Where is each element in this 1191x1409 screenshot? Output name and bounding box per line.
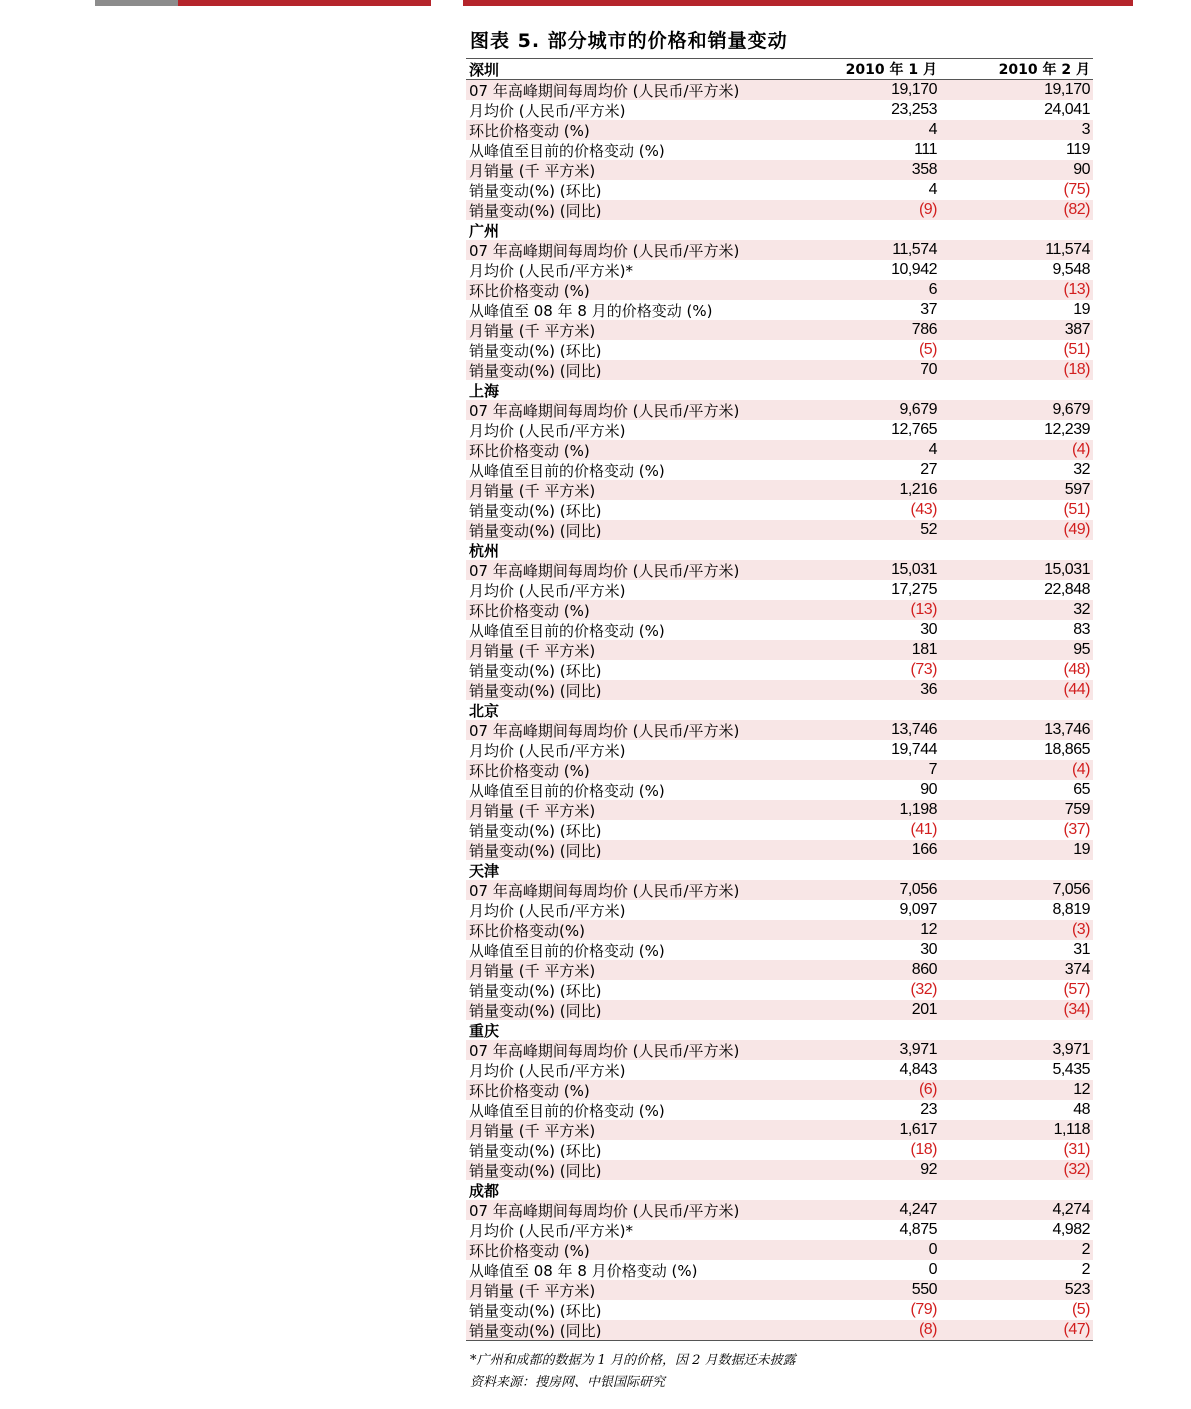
- row-label: 从峰值至 08 年 8 月的价格变动 (%): [469, 301, 713, 320]
- row-label: 月销量 (千 平方米): [469, 641, 596, 660]
- row-label: 月销量 (千 平方米): [469, 321, 596, 340]
- table-row: [466, 1300, 1093, 1320]
- value-2010-feb: 32: [1073, 461, 1090, 478]
- table-row: [466, 940, 1093, 960]
- value-2010-jan: 23,253: [891, 101, 937, 118]
- table-row: [466, 100, 1093, 120]
- table-row: [466, 1260, 1093, 1280]
- table-header-row: [466, 59, 1093, 80]
- value-2010-jan: 19,744: [891, 741, 937, 758]
- source-note: 资料来源：搜房网、中银国际研究: [470, 1375, 666, 1390]
- table-row: [466, 180, 1093, 200]
- value-2010-jan: 37: [920, 301, 937, 318]
- table-row: [466, 140, 1093, 160]
- value-2010-jan: 4,875: [899, 1221, 937, 1238]
- city-name: 天津: [469, 861, 500, 880]
- value-2010-feb: (47): [1063, 1321, 1090, 1338]
- value-2010-feb: 19: [1073, 841, 1090, 858]
- row-label: 月均价 (人民币/平方米)*: [469, 261, 634, 280]
- row-label: 销量变动(%) (环比): [469, 821, 602, 840]
- row-label: 销量变动(%) (同比): [469, 841, 602, 860]
- value-2010-feb: 374: [1064, 961, 1090, 978]
- row-label: 月均价 (人民币/平方米): [469, 741, 626, 760]
- table-row: [466, 580, 1093, 600]
- header-bar-red-right: [463, 0, 1133, 6]
- row-label: 月销量 (千 平方米): [469, 1121, 596, 1140]
- city-name: 杭州: [469, 541, 500, 560]
- value-2010-jan: 4: [928, 121, 937, 138]
- row-label: 销量变动(%) (环比): [469, 1141, 602, 1160]
- value-2010-jan: 13,746: [891, 721, 937, 738]
- city-header-row: [466, 1020, 1093, 1040]
- table-row: [466, 480, 1093, 500]
- city-name: 重庆: [469, 1021, 500, 1040]
- value-2010-feb: 2: [1081, 1241, 1090, 1258]
- value-2010-feb: 9,679: [1052, 401, 1090, 418]
- city-header-row: [466, 220, 1093, 240]
- value-2010-jan: 0: [928, 1241, 937, 1258]
- table-row: [466, 1280, 1093, 1300]
- table-row: [466, 300, 1093, 320]
- value-2010-jan: 70: [920, 361, 937, 378]
- value-2010-jan: 7: [928, 761, 937, 778]
- table-row: [466, 800, 1093, 820]
- row-label: 销量变动(%) (同比): [469, 201, 602, 220]
- table-row: [466, 360, 1093, 380]
- price-volume-table: [466, 58, 1093, 1341]
- value-2010-feb: 4,982: [1052, 1221, 1090, 1238]
- table-row: [466, 1100, 1093, 1120]
- row-label: 销量变动(%) (环比): [469, 341, 602, 360]
- table-row: [466, 280, 1093, 300]
- value-2010-feb: 4,274: [1052, 1201, 1090, 1218]
- table-row: [466, 340, 1093, 360]
- value-2010-jan: (79): [910, 1301, 937, 1318]
- value-2010-feb: (18): [1063, 361, 1090, 378]
- value-2010-jan: (32): [910, 981, 937, 998]
- row-label: 环比价格变动 (%): [469, 121, 590, 140]
- value-2010-jan: 12: [920, 921, 937, 938]
- value-2010-feb: 3: [1081, 121, 1090, 138]
- value-2010-jan: 10,942: [891, 261, 937, 278]
- value-2010-jan: (43): [910, 501, 937, 518]
- value-2010-jan: 17,275: [891, 581, 937, 598]
- row-label: 07 年高峰期间每周均价 (人民币/平方米): [469, 1201, 740, 1220]
- value-2010-feb: (49): [1063, 521, 1090, 538]
- row-label: 销量变动(%) (同比): [469, 521, 602, 540]
- table-row: [466, 460, 1093, 480]
- column-header: 2010 年 1 月: [845, 62, 937, 78]
- value-2010-feb: 19,170: [1044, 81, 1090, 98]
- value-2010-jan: 92: [920, 1161, 937, 1178]
- value-2010-feb: (37): [1063, 821, 1090, 838]
- value-2010-feb: 31: [1073, 941, 1090, 958]
- value-2010-jan: 11,574: [892, 241, 937, 258]
- value-2010-jan: 30: [920, 621, 937, 638]
- table-row: [466, 660, 1093, 680]
- value-2010-jan: (73): [910, 661, 937, 678]
- row-label: 07 年高峰期间每周均价 (人民币/平方米): [469, 81, 740, 100]
- row-label: 从峰值至目前的价格变动 (%): [469, 781, 665, 800]
- table-row: [466, 1120, 1093, 1140]
- value-2010-feb: 12,239: [1044, 421, 1090, 438]
- table-row: [466, 1240, 1093, 1260]
- value-2010-jan: (13): [910, 601, 937, 618]
- value-2010-jan: (9): [918, 201, 937, 218]
- table-row: [466, 420, 1093, 440]
- value-2010-jan: 4: [928, 181, 937, 198]
- figure-title: 图表 5. 部分城市的价格和销量变动: [470, 30, 788, 52]
- footnote: *广州和成都的数据为 1 月的价格，因 2 月数据还未披露: [470, 1353, 796, 1368]
- row-label: 销量变动(%) (同比): [469, 681, 602, 700]
- value-2010-feb: 32: [1073, 601, 1090, 618]
- row-label: 从峰值至目前的价格变动 (%): [469, 141, 665, 160]
- value-2010-jan: 358: [911, 161, 937, 178]
- value-2010-jan: 23: [920, 1101, 937, 1118]
- city-header-row: [466, 540, 1093, 560]
- city-name: 广州: [469, 221, 500, 240]
- value-2010-feb: (34): [1063, 1001, 1090, 1018]
- value-2010-feb: (13): [1063, 281, 1090, 298]
- city-name: 深圳: [469, 60, 500, 79]
- value-2010-jan: 6: [928, 281, 937, 298]
- value-2010-feb: 1,118: [1053, 1121, 1090, 1138]
- value-2010-feb: 95: [1073, 641, 1090, 658]
- table-row: [466, 500, 1093, 520]
- table-row: [466, 200, 1093, 220]
- table-row: [466, 320, 1093, 340]
- row-label: 07 年高峰期间每周均价 (人民币/平方米): [469, 721, 740, 740]
- value-2010-feb: 12: [1073, 1081, 1090, 1098]
- value-2010-feb: (4): [1071, 441, 1090, 458]
- city-header-row: [466, 1180, 1093, 1200]
- row-label: 环比价格变动 (%): [469, 1241, 590, 1260]
- row-label: 从峰值至目前的价格变动 (%): [469, 1101, 665, 1120]
- row-label: 月销量 (千 平方米): [469, 961, 596, 980]
- row-label: 月均价 (人民币/平方米): [469, 101, 626, 120]
- value-2010-feb: 11,574: [1045, 241, 1090, 258]
- table-row: [466, 1220, 1093, 1240]
- row-label: 销量变动(%) (环比): [469, 1301, 602, 1320]
- row-label: 环比价格变动 (%): [469, 761, 590, 780]
- value-2010-jan: 4,843: [899, 1061, 937, 1078]
- value-2010-jan: 1,198: [899, 801, 937, 818]
- value-2010-jan: (5): [918, 341, 937, 358]
- table-row: [466, 260, 1093, 280]
- row-label: 从峰值至目前的价格变动 (%): [469, 461, 665, 480]
- city-header-row: [466, 860, 1093, 880]
- table-row: [466, 620, 1093, 640]
- row-label: 月均价 (人民币/平方米)*: [469, 1221, 634, 1240]
- row-label: 销量变动(%) (环比): [469, 501, 602, 520]
- row-label: 销量变动(%) (环比): [469, 981, 602, 1000]
- value-2010-jan: 1,617: [899, 1121, 937, 1138]
- table-row: [466, 1060, 1093, 1080]
- value-2010-feb: 19: [1073, 301, 1090, 318]
- city-name: 北京: [469, 701, 500, 720]
- column-header: 2010 年 2 月: [998, 62, 1090, 78]
- value-2010-feb: 48: [1073, 1101, 1090, 1118]
- value-2010-jan: 1,216: [899, 481, 937, 498]
- value-2010-jan: 166: [911, 841, 937, 858]
- value-2010-feb: 22,848: [1044, 581, 1090, 598]
- row-label: 07 年高峰期间每周均价 (人民币/平方米): [469, 1041, 740, 1060]
- table-row: [466, 1080, 1093, 1100]
- value-2010-jan: 3,971: [899, 1041, 937, 1058]
- row-label: 07 年高峰期间每周均价 (人民币/平方米): [469, 241, 740, 260]
- row-label: 月均价 (人民币/平方米): [469, 581, 626, 600]
- value-2010-feb: (51): [1063, 501, 1090, 518]
- value-2010-jan: (41): [910, 821, 937, 838]
- city-name: 上海: [469, 381, 500, 400]
- value-2010-feb: 13,746: [1044, 721, 1090, 738]
- table-row: [466, 1320, 1093, 1340]
- row-label: 环比价格变动 (%): [469, 601, 590, 620]
- row-label: 环比价格变动(%): [469, 921, 585, 940]
- row-label: 环比价格变动 (%): [469, 441, 590, 460]
- value-2010-jan: (6): [918, 1081, 937, 1098]
- city-header-row: [466, 380, 1093, 400]
- value-2010-feb: (82): [1063, 201, 1090, 218]
- value-2010-jan: 30: [920, 941, 937, 958]
- table-row: [466, 680, 1093, 700]
- row-label: 月均价 (人民币/平方米): [469, 421, 626, 440]
- value-2010-jan: 15,031: [891, 561, 937, 578]
- table-row: [466, 440, 1093, 460]
- header-bar-gray: [95, 0, 178, 6]
- value-2010-feb: 119: [1065, 141, 1090, 158]
- row-label: 销量变动(%) (同比): [469, 361, 602, 380]
- value-2010-feb: 597: [1064, 481, 1090, 498]
- row-label: 销量变动(%) (环比): [469, 181, 602, 200]
- row-label: 月销量 (千 平方米): [469, 1281, 596, 1300]
- table-row: [466, 1160, 1093, 1180]
- table-row: [466, 820, 1093, 840]
- value-2010-feb: (4): [1071, 761, 1090, 778]
- table-row: [466, 80, 1093, 100]
- value-2010-feb: 9,548: [1052, 261, 1090, 278]
- table-row: [466, 400, 1093, 420]
- table-row: [466, 600, 1093, 620]
- row-label: 从峰值至目前的价格变动 (%): [469, 621, 665, 640]
- value-2010-feb: (57): [1063, 981, 1090, 998]
- table-row: [466, 840, 1093, 860]
- value-2010-feb: 24,041: [1044, 101, 1090, 118]
- value-2010-feb: (48): [1063, 661, 1090, 678]
- table-row: [466, 880, 1093, 900]
- table-row: [466, 1140, 1093, 1160]
- value-2010-feb: 759: [1064, 801, 1090, 818]
- row-label: 07 年高峰期间每周均价 (人民币/平方米): [469, 881, 740, 900]
- value-2010-jan: 550: [911, 1281, 937, 1298]
- value-2010-jan: 181: [911, 641, 937, 658]
- value-2010-jan: 4: [928, 441, 937, 458]
- value-2010-jan: 12,765: [891, 421, 937, 438]
- value-2010-jan: 111: [914, 141, 937, 158]
- value-2010-feb: 90: [1073, 161, 1090, 178]
- value-2010-feb: (75): [1063, 181, 1090, 198]
- table-row: [466, 1000, 1093, 1020]
- value-2010-feb: 15,031: [1044, 561, 1090, 578]
- value-2010-feb: (31): [1063, 1141, 1090, 1158]
- table-row: [466, 640, 1093, 660]
- value-2010-feb: 7,056: [1052, 881, 1090, 898]
- header-bar-red-left: [178, 0, 431, 6]
- value-2010-jan: 860: [911, 961, 937, 978]
- row-label: 月均价 (人民币/平方米): [469, 1061, 626, 1080]
- value-2010-jan: (18): [910, 1141, 937, 1158]
- city-name: 成都: [469, 1181, 500, 1200]
- table-row: [466, 560, 1093, 580]
- value-2010-jan: 9,679: [899, 401, 937, 418]
- value-2010-feb: 18,865: [1044, 741, 1090, 758]
- table-row: [466, 740, 1093, 760]
- value-2010-feb: 8,819: [1052, 901, 1090, 918]
- value-2010-jan: 7,056: [899, 881, 937, 898]
- value-2010-feb: 2: [1081, 1261, 1090, 1278]
- table-row: [466, 760, 1093, 780]
- row-label: 月均价 (人民币/平方米): [469, 901, 626, 920]
- table-row: [466, 900, 1093, 920]
- value-2010-jan: 0: [928, 1261, 937, 1278]
- row-label: 销量变动(%) (同比): [469, 1161, 602, 1180]
- value-2010-jan: 90: [920, 781, 937, 798]
- value-2010-jan: (8): [918, 1321, 937, 1338]
- value-2010-jan: 52: [920, 521, 937, 538]
- value-2010-feb: 523: [1064, 1281, 1090, 1298]
- table-row: [466, 980, 1093, 1000]
- row-label: 月销量 (千 平方米): [469, 801, 596, 820]
- row-label: 销量变动(%) (同比): [469, 1321, 602, 1340]
- table-row: [466, 120, 1093, 140]
- value-2010-jan: 19,170: [891, 81, 937, 98]
- value-2010-jan: 786: [911, 321, 937, 338]
- row-label: 07 年高峰期间每周均价 (人民币/平方米): [469, 401, 740, 420]
- value-2010-feb: (5): [1071, 1301, 1090, 1318]
- value-2010-jan: 9,097: [899, 901, 937, 918]
- value-2010-jan: 4,247: [899, 1201, 937, 1218]
- table-row: [466, 960, 1093, 980]
- table-row: [466, 240, 1093, 260]
- row-label: 从峰值至目前的价格变动 (%): [469, 941, 665, 960]
- table-row: [466, 1200, 1093, 1220]
- value-2010-jan: 27: [920, 461, 937, 478]
- row-label: 07 年高峰期间每周均价 (人民币/平方米): [469, 561, 740, 580]
- value-2010-feb: 83: [1073, 621, 1090, 638]
- row-label: 环比价格变动 (%): [469, 1081, 590, 1100]
- value-2010-feb: 387: [1064, 321, 1090, 338]
- city-header-row: [466, 700, 1093, 720]
- value-2010-feb: 3,971: [1052, 1041, 1090, 1058]
- table-row: [466, 920, 1093, 940]
- row-label: 月销量 (千 平方米): [469, 161, 596, 180]
- row-label: 月销量 (千 平方米): [469, 481, 596, 500]
- row-label: 从峰值至 08 年 8 月价格变动 (%): [469, 1261, 698, 1280]
- value-2010-feb: 65: [1073, 781, 1090, 798]
- value-2010-jan: 36: [920, 681, 937, 698]
- value-2010-feb: (3): [1071, 921, 1090, 938]
- row-label: 销量变动(%) (环比): [469, 661, 602, 680]
- value-2010-feb: (44): [1063, 681, 1090, 698]
- value-2010-feb: (51): [1063, 341, 1090, 358]
- table-row: [466, 520, 1093, 540]
- row-label: 环比价格变动 (%): [469, 281, 590, 300]
- row-label: 销量变动(%) (同比): [469, 1001, 602, 1020]
- value-2010-feb: (32): [1063, 1161, 1090, 1178]
- value-2010-feb: 5,435: [1052, 1061, 1090, 1078]
- value-2010-jan: 201: [911, 1001, 937, 1018]
- table-row: [466, 780, 1093, 800]
- table-row: [466, 720, 1093, 740]
- table-row: [466, 160, 1093, 180]
- table-row: [466, 1040, 1093, 1060]
